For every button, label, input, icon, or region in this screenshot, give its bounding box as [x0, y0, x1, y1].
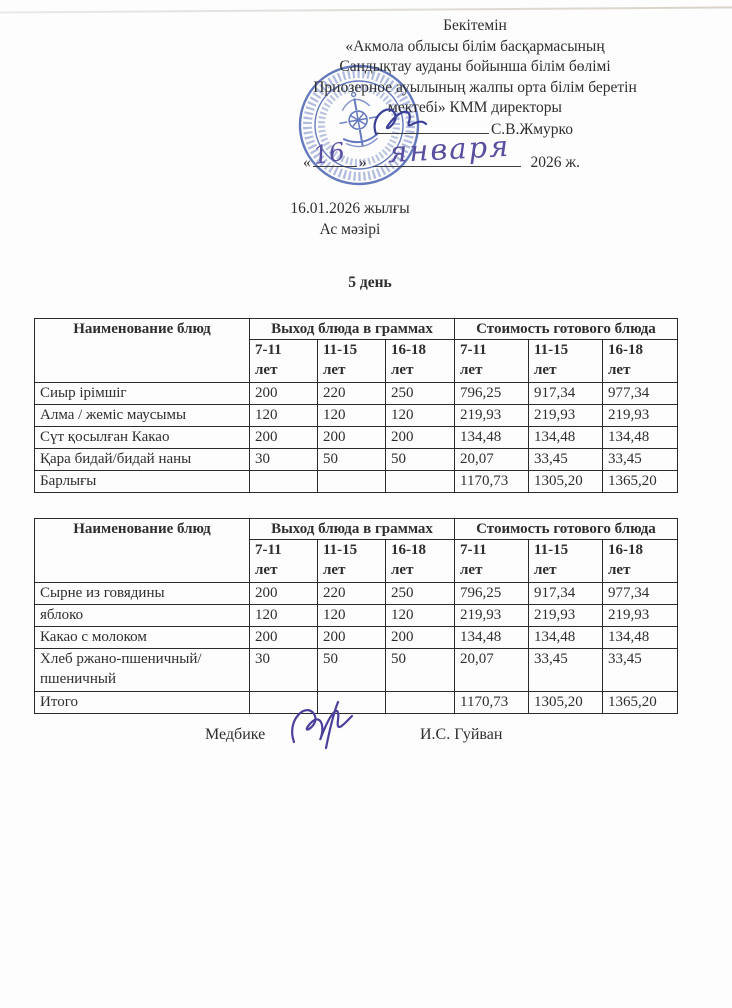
grams-cell: 200: [318, 427, 386, 449]
dish-name-cell: Какао с молоком: [35, 627, 250, 649]
dish-name-cell: Қара бидай/бидай наны: [35, 449, 250, 471]
grams-group-header: Выход блюда в граммах: [250, 519, 455, 540]
age-col-header: 11-15 лет: [318, 540, 386, 583]
cost-cell: 33,45: [529, 449, 603, 471]
menu-date: 16.01.2026 жылғы: [290, 200, 410, 217]
grams-cell: 220: [318, 583, 386, 605]
dish-name-cell: Сиыр ірімшіг: [35, 383, 250, 405]
table-total-row: [35, 471, 678, 493]
total-label-cell: Барлығы: [35, 471, 250, 493]
close-quote: »: [358, 154, 367, 171]
menu-table-2: [34, 518, 678, 714]
dish-name-header: Наименование блюд: [35, 519, 250, 583]
day-number-label: 5 день: [348, 274, 392, 291]
dish-name-cell: Хлеб ржано-пшеничный/пшеничный: [35, 649, 250, 692]
cost-cell: 1365,20: [603, 692, 678, 714]
scan-artifact-line: [0, 6, 732, 13]
grams-cell: 200: [250, 427, 318, 449]
grams-cell: 250: [386, 583, 455, 605]
cost-cell: 33,45: [603, 649, 678, 692]
cost-cell: 219,93: [603, 405, 678, 427]
table-row: [35, 627, 678, 649]
cost-cell: 1170,73: [455, 692, 529, 714]
menu-table-1: [34, 318, 678, 493]
grams-cell: 200: [250, 627, 318, 649]
grams-cell: 50: [386, 449, 455, 471]
grams-cell: [386, 692, 455, 714]
cost-cell: 134,48: [455, 427, 529, 449]
cost-cell: 219,93: [455, 605, 529, 627]
grams-cell: 200: [386, 627, 455, 649]
table-row: [35, 405, 678, 427]
dish-name-cell: Сырне из говядины: [35, 583, 250, 605]
grams-cell: 220: [318, 383, 386, 405]
grams-cell: 200: [250, 583, 318, 605]
age-col-header: 16-18 лет: [386, 340, 455, 383]
cost-cell: 219,93: [603, 605, 678, 627]
table-row: [35, 583, 678, 605]
grams-group-header: Выход блюда в граммах: [250, 319, 455, 340]
cost-cell: 219,93: [529, 605, 603, 627]
cost-cell: 134,48: [603, 427, 678, 449]
table-row: [35, 605, 678, 627]
cost-cell: 1305,20: [529, 471, 603, 493]
cost-cell: 977,34: [603, 583, 678, 605]
cost-cell: 1305,20: [529, 692, 603, 714]
handwritten-month: января: [387, 128, 512, 170]
approval-line-1: Бекітемін: [443, 17, 507, 34]
age-col-header: 16-18 лет: [603, 540, 678, 583]
cost-cell: 796,25: [455, 383, 529, 405]
grams-cell: 120: [318, 405, 386, 427]
grams-cell: [386, 471, 455, 493]
dish-name-cell: Алма / жеміс маусымы: [35, 405, 250, 427]
age-col-header: 7-11 лет: [455, 340, 529, 383]
document-title: [230, 198, 470, 240]
handwritten-day: 16: [311, 136, 347, 171]
grams-cell: [318, 471, 386, 493]
cost-cell: 134,48: [529, 427, 603, 449]
year-text: 2026 ж.: [530, 154, 580, 171]
cost-cell: 20,07: [455, 449, 529, 471]
grams-cell: 200: [386, 427, 455, 449]
age-col-header: 7-11 лет: [455, 540, 529, 583]
table-row: [35, 383, 678, 405]
age-col-header: 16-18 лет: [386, 540, 455, 583]
grams-cell: 30: [250, 649, 318, 692]
grams-cell: 120: [386, 605, 455, 627]
age-col-header: 11-15 лет: [318, 340, 386, 383]
dish-name-cell: Сүт қосылған Какао: [35, 427, 250, 449]
cost-cell: 917,34: [529, 583, 603, 605]
nurse-label: Медбике: [205, 726, 266, 743]
grams-cell: 250: [386, 383, 455, 405]
cost-cell: 219,93: [455, 405, 529, 427]
age-col-header: 11-15 лет: [529, 340, 603, 383]
age-col-header: 16-18 лет: [603, 340, 678, 383]
grams-cell: 200: [318, 627, 386, 649]
approval-block: [238, 16, 712, 119]
age-col-header: 7-11 лет: [250, 340, 318, 383]
grams-cell: 120: [318, 605, 386, 627]
table-header-row: [35, 519, 678, 540]
director-name: С.В.Жмурко: [490, 121, 574, 138]
cost-cell: 917,34: [529, 383, 603, 405]
approval-line-3: Сандықтау ауданы бойынша білім бөлімі: [339, 58, 611, 75]
grams-cell: [250, 471, 318, 493]
total-label-cell: Итого: [35, 692, 250, 714]
cost-cell: 134,48: [455, 627, 529, 649]
nurse-name: И.С. Гуйван: [420, 726, 503, 743]
approval-line-4: Приозерное ауылының жалпы орта білім беретін: [313, 78, 637, 96]
dish-name-cell: яблоко: [35, 605, 250, 627]
menu-title: Ас мәзірі: [319, 221, 381, 238]
cost-group-header: Стоимость готового блюда: [455, 319, 678, 340]
cost-cell: 1170,73: [455, 471, 529, 493]
grams-cell: 120: [250, 405, 318, 427]
dish-name-header: Наименование блюд: [35, 319, 250, 383]
grams-cell: 50: [318, 449, 386, 471]
table-row: [35, 449, 678, 471]
approval-line-2: «Акмола облысы білім басқармасының: [345, 37, 605, 55]
cost-group-header: Стоимость готового блюда: [455, 519, 678, 540]
cost-cell: 134,48: [529, 627, 603, 649]
cost-cell: 20,07: [455, 649, 529, 692]
grams-cell: 50: [318, 649, 386, 692]
approval-line-5: мектебі» КММ директоры: [388, 99, 562, 116]
grams-cell: 50: [386, 649, 455, 692]
age-col-header: 11-15 лет: [529, 540, 603, 583]
cost-cell: 219,93: [529, 405, 603, 427]
table-row: [35, 649, 678, 692]
grams-cell: 120: [250, 605, 318, 627]
grams-cell: 30: [250, 449, 318, 471]
nurse-signature: [282, 694, 370, 756]
cost-cell: 1365,20: [603, 471, 678, 493]
cost-cell: 977,34: [603, 383, 678, 405]
age-col-header: 7-11 лет: [250, 540, 318, 583]
grams-cell: 120: [386, 405, 455, 427]
cost-cell: 134,48: [603, 627, 678, 649]
open-quote: «: [303, 154, 311, 171]
table-row: [35, 427, 678, 449]
table-header-row: [35, 319, 678, 340]
grams-cell: 200: [250, 383, 318, 405]
cost-cell: 33,45: [603, 449, 678, 471]
cost-cell: 796,25: [455, 583, 529, 605]
cost-cell: 33,45: [529, 649, 603, 692]
